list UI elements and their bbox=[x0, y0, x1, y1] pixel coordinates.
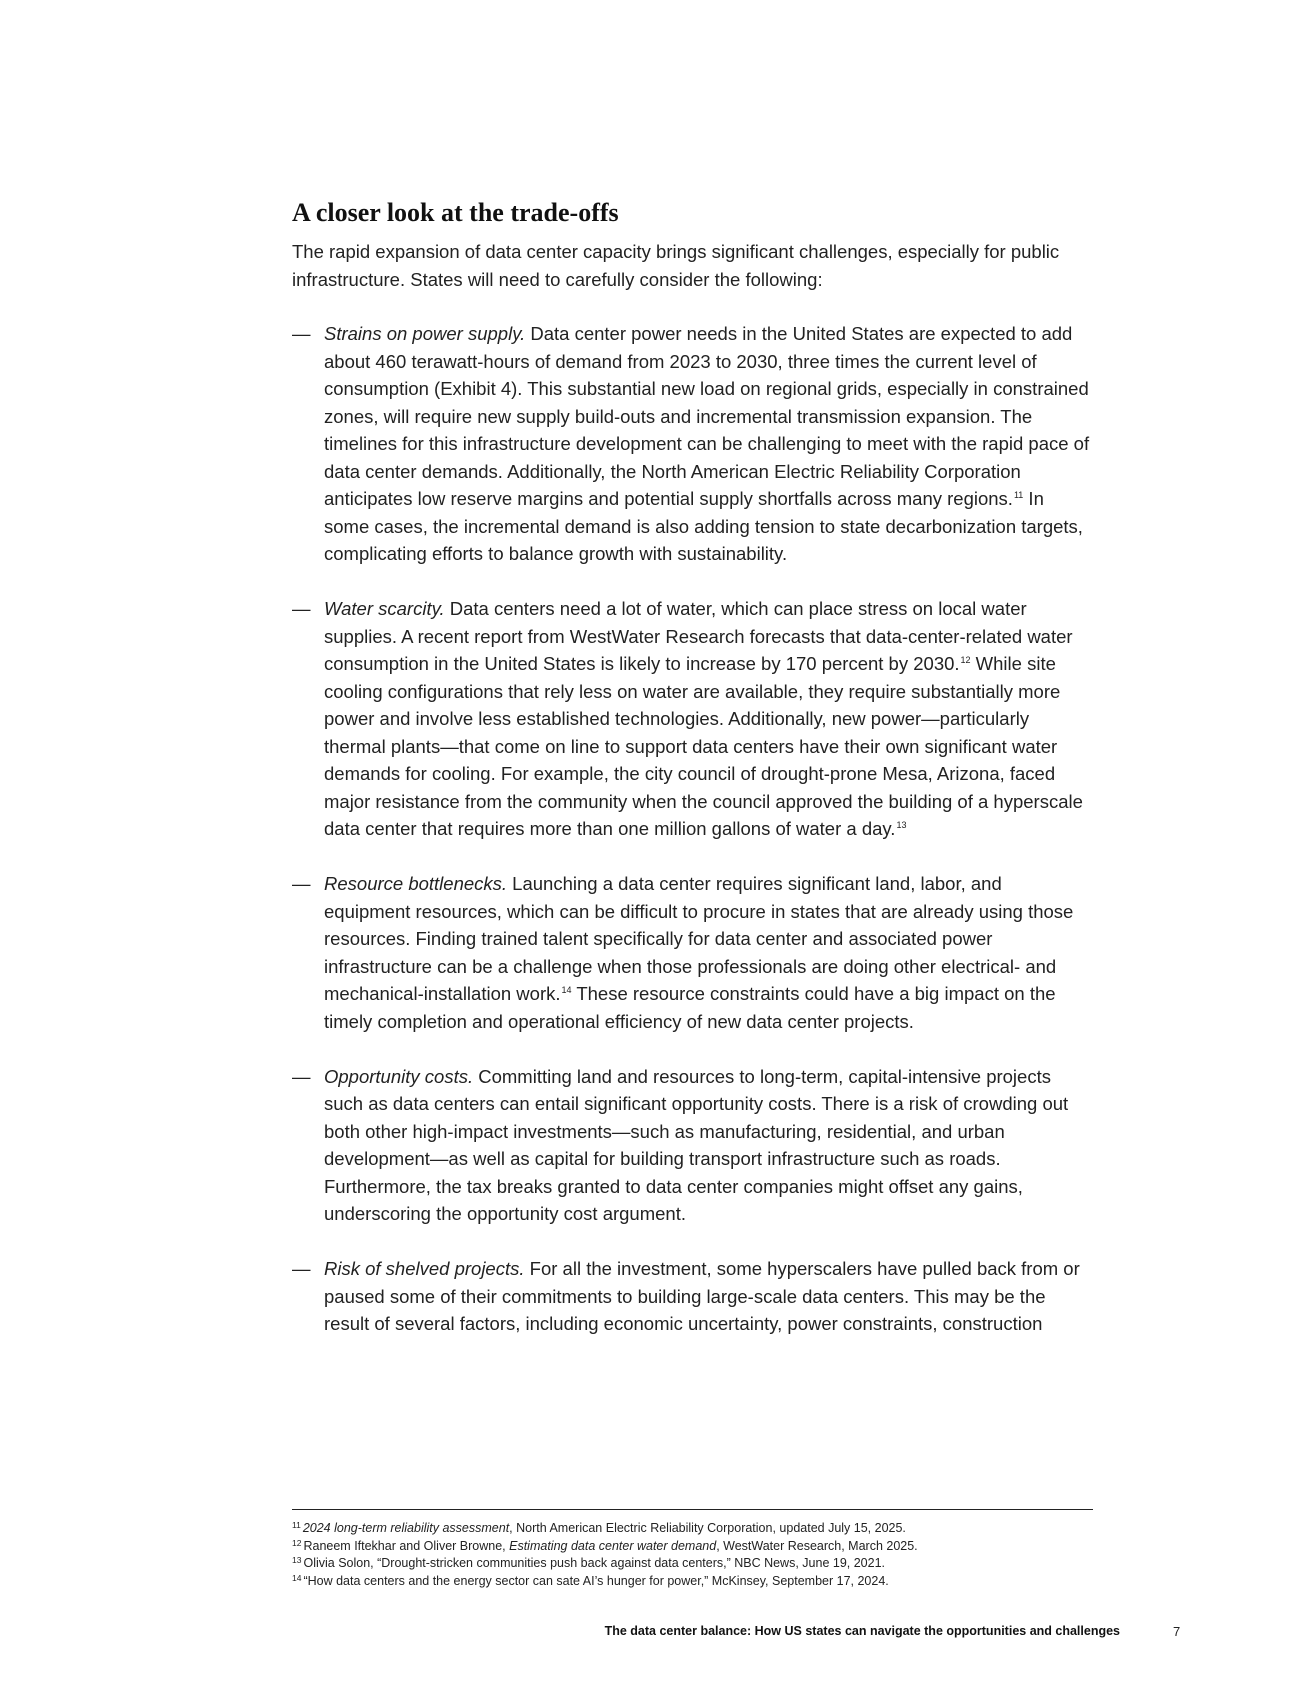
bullet-text: Launching a data center requires significant land, labor, and equipment resources, which can be difficult to procure in states that are already using those resources. Finding trained talent specifically for data center and associated power infrastructure can be a challenge when those professionals are doing other electrical- and mechanical-installation work. bbox=[324, 873, 1074, 1004]
page-number: 7 bbox=[1173, 1624, 1181, 1639]
bullet-text: While site cooling configurations that rely less on water are available, they require substantially more power and involve less established technologies. Additionally, new power—particularly thermal plants—that come on line to support data centers have their own significant water demands for cooling. For example, the city council of drought-prone Mesa, Arizona, faced major resistance from the community when the council approved the building of a hyperscale data center that requires more than one million gallons of water a day. bbox=[324, 653, 1083, 839]
list-item-water-scarcity bbox=[292, 595, 1092, 843]
footnote-11 bbox=[292, 1520, 1112, 1538]
bullet-text: These resource constraints could have a big impact on the timely completion and operational efficiency of new data center projects. bbox=[324, 983, 1056, 1032]
bullet-lead: Resource bottlenecks. bbox=[324, 873, 508, 894]
bullet-lead: Water scarcity. bbox=[324, 598, 445, 619]
footnote-number: 13 bbox=[292, 1555, 302, 1565]
footnote-text: “How data centers and the energy sector can sate AI’s hunger for power,” McKinsey, September 17, 2024. bbox=[303, 1573, 889, 1588]
bullet-text: Data centers need a lot of water, which can place stress on local water supplies. A recent report from WestWater Research forecasts that data-center-related water consumption in the United States is likely to increase by 170 percent by 2030. bbox=[324, 598, 1073, 674]
footnote-12 bbox=[292, 1538, 1112, 1556]
footnote-number: 14 bbox=[292, 1572, 302, 1583]
footnote-13 bbox=[292, 1555, 1112, 1573]
footnote-text: , WestWater Research, March 2025. bbox=[716, 1538, 918, 1553]
bullet-text: For all the investment, some hyperscalers have pulled back from or paused some of their commitments to building large-scale data centers. This may be the result of several factors, including economic uncertainty, power constraints, construction bbox=[324, 1258, 1080, 1334]
footnote-number: 12 bbox=[292, 1537, 302, 1548]
bullet-lead: Strains on power supply. bbox=[324, 323, 526, 344]
footnote-ref[interactable]: 13 bbox=[896, 820, 907, 830]
footnote-divider bbox=[292, 1509, 1093, 1510]
list-item-power-supply bbox=[292, 320, 1092, 568]
dash-marker: — bbox=[292, 323, 311, 344]
footnote-title: Estimating data center water demand bbox=[509, 1538, 717, 1553]
dash-marker: — bbox=[292, 1065, 311, 1087]
footnotes bbox=[292, 1520, 1112, 1590]
footnote-ref[interactable]: 12 bbox=[960, 655, 971, 665]
trade-offs-list bbox=[292, 320, 1092, 1338]
dash-marker: — bbox=[292, 1258, 311, 1279]
list-item-shelved-projects bbox=[292, 1255, 1092, 1338]
footnote-number: 11 bbox=[292, 1520, 301, 1530]
footnote-text: Raneem Iftekhar and Oliver Browne, bbox=[303, 1538, 510, 1553]
bullet-text: In some cases, the incremental demand is also adding tension to state decarbonization targets, complicating efforts to balance growth with sustainability. bbox=[324, 488, 1083, 564]
dash-marker: — bbox=[292, 873, 311, 894]
section-heading: A closer look at the trade-offs bbox=[292, 198, 619, 227]
footnote-text: Olivia Solon, “Drought-stricken communities push back against data centers,” NBC News, June 19, 2021. bbox=[303, 1556, 885, 1570]
footnote-14 bbox=[292, 1573, 1112, 1591]
main-content bbox=[292, 196, 1092, 1365]
footnote-ref[interactable]: 11 bbox=[1013, 490, 1024, 500]
footnote-title: 2024 long-term reliability assessment bbox=[302, 1521, 510, 1535]
bullet-lead: Opportunity costs. bbox=[324, 1065, 474, 1087]
bullet-text: Committing land and resources to long-term, capital-intensive projects such as data centers can entail significant opportunity costs. There is a risk of crowding out both other high-impact investments—such as manufacturing, residential, and urban development—as well as capital for building transport infrastructure such as roads. Furthermore, the tax breaks granted to data center companies might offset any gains, underscoring the opportunity cost argument. bbox=[324, 1065, 1069, 1224]
footnote-ref[interactable]: 14 bbox=[561, 985, 572, 995]
list-item-opportunity-costs bbox=[292, 1063, 1092, 1228]
intro-paragraph: The rapid expansion of data center capacity brings significant challenges, especially for public infrastructure. States will need to carefully consider the following: bbox=[292, 241, 1060, 290]
list-item-resource-bottlenecks bbox=[292, 870, 1092, 1035]
footnote-text: , North American Electric Reliability Corporation, updated July 15, 2025. bbox=[509, 1521, 906, 1535]
running-footer-title: The data center balance: How US states can navigate the opportunities and challenges bbox=[604, 1624, 1120, 1638]
bullet-text: Data center power needs in the United States are expected to add about 460 terawatt-hours of demand from 2023 to 2030, three times the current level of consumption (Exhibit 4). This substantial new load on regional grids, especially in constrained zones, will require new supply build-outs and incremental transmission expansion. The timelines for this infrastructure development can be challenging to meet with the rapid pace of data center demands. Additionally, the North American Electric Reliability Corporation anticipates low reserve margins and potential supply shortfalls across many regions. bbox=[324, 323, 1090, 509]
dash-marker: — bbox=[292, 598, 311, 619]
bullet-lead: Risk of shelved projects. bbox=[324, 1258, 525, 1279]
